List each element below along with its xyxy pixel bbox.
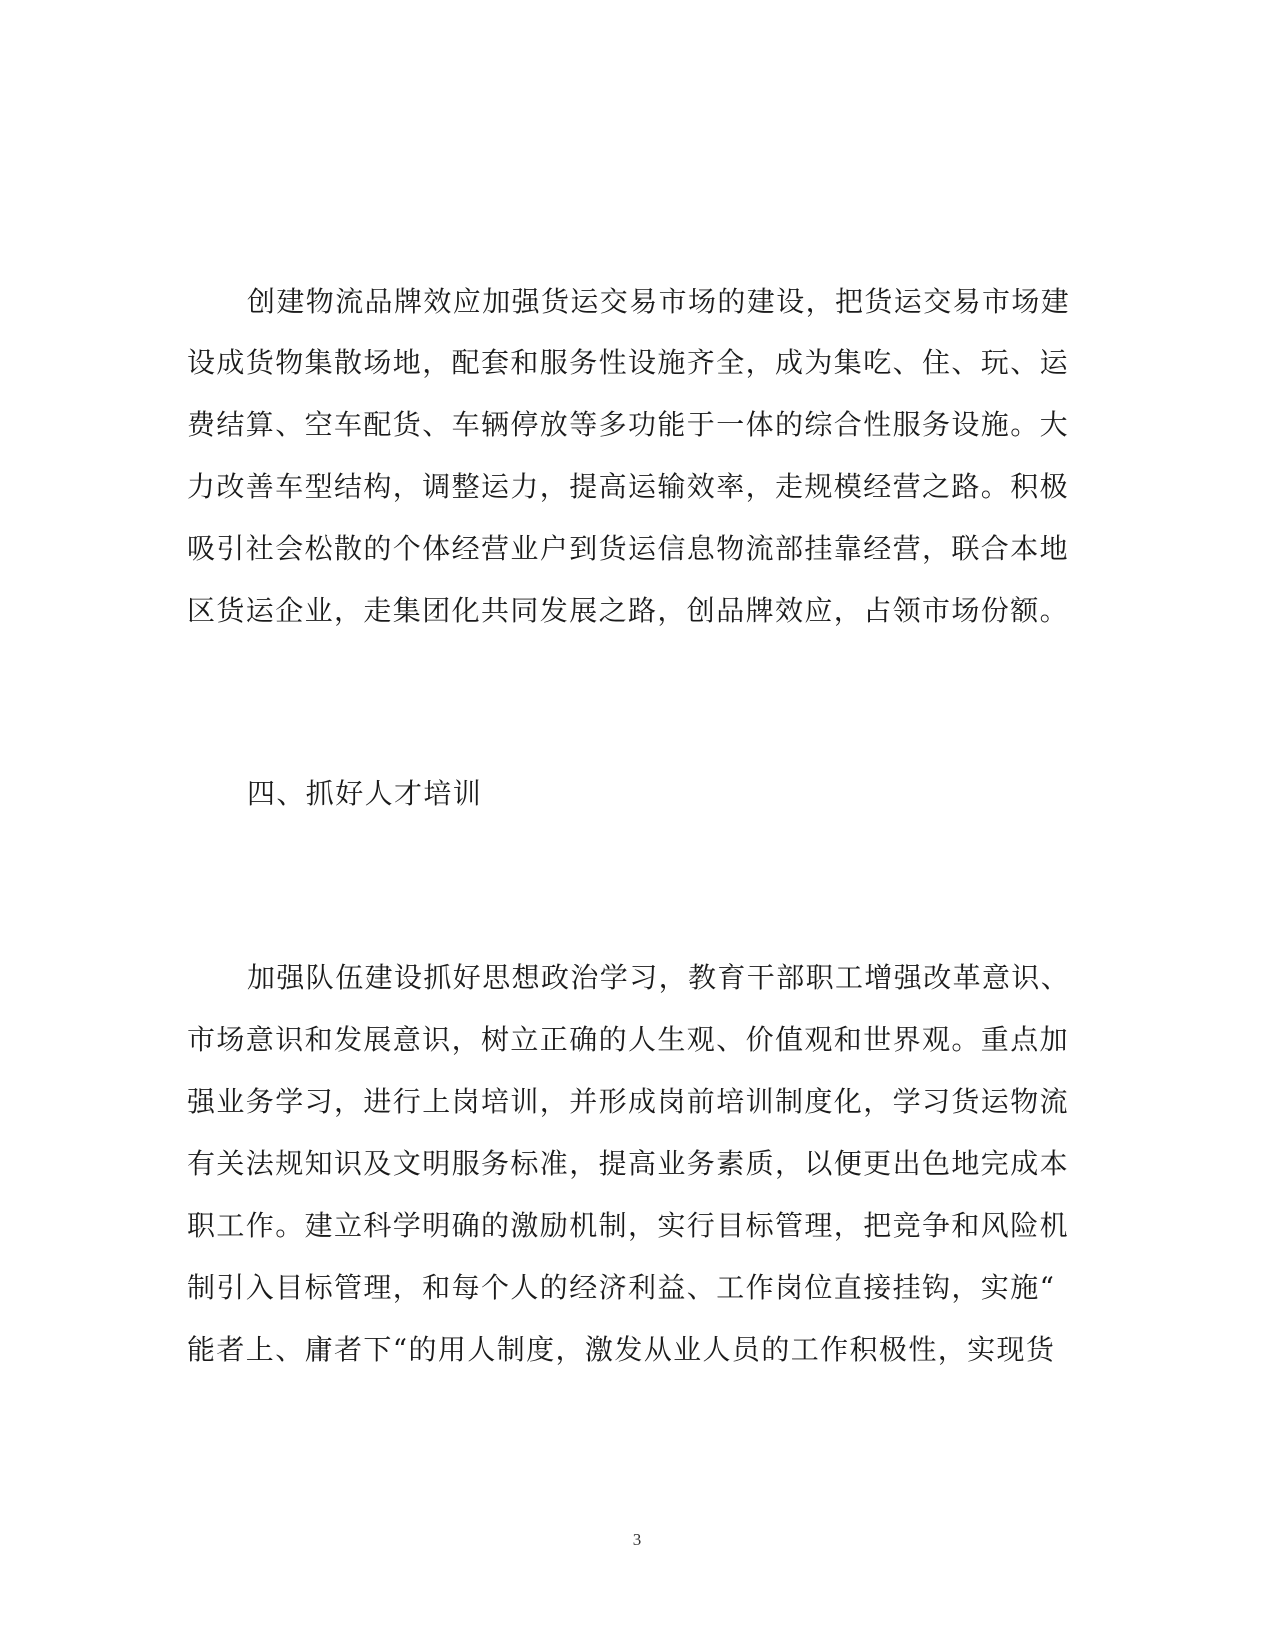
paragraph-1-line-3: 费结算、空车配货、车辆停放等多功能于一体的综合性服务设施。大 bbox=[187, 408, 1070, 441]
paragraph-2-line-5: 职工作。建立科学明确的激励机制，实行目标管理，把竞争和风险机 bbox=[187, 1209, 1070, 1242]
paragraph-2-line-6: 制引入目标管理，和每个人的经济利益、工作岗位直接挂钩，实施“ bbox=[187, 1271, 1056, 1304]
paragraph-1-line-6: 区货运企业，走集团化共同发展之路，创品牌效应，占领市场份额。 bbox=[187, 594, 1070, 627]
paragraph-1-line-2: 设成货物集散场地，配套和服务性设施齐全，成为集吃、住、玩、运 bbox=[187, 346, 1070, 379]
paragraph-1-line-5: 吸引社会松散的个体经营业户到货运信息物流部挂靠经营，联合本地 bbox=[187, 532, 1070, 565]
paragraph-2-line-3: 强业务学习，进行上岗培训，并形成岗前培训制度化，学习货运物流 bbox=[187, 1085, 1070, 1118]
paragraph-2-line-4: 有关法规知识及文明服务标准，提高业务素质，以便更出色地完成本 bbox=[187, 1147, 1070, 1180]
paragraph-1-line-4: 力改善车型结构，调整运力，提高运输效率，走规模经营之路。积极 bbox=[187, 470, 1070, 503]
paragraph-2-line-7: 能者上、庸者下“的用人制度，激发从业人员的工作积极性，实现货 bbox=[187, 1333, 1056, 1366]
paragraph-1-line-1: 创建物流品牌效应加强货运交易市场的建设，把货运交易市场建 bbox=[247, 285, 1071, 318]
section-heading: 四、抓好人才培训 bbox=[247, 777, 483, 810]
paragraph-2-line-1: 加强队伍建设抓好思想政治学习，教育干部职工增强改革意识、 bbox=[247, 961, 1071, 994]
page-number: 3 bbox=[632, 1530, 642, 1549]
paragraph-2-line-2: 市场意识和发展意识，树立正确的人生观、价值观和世界观。重点加 bbox=[187, 1023, 1070, 1056]
